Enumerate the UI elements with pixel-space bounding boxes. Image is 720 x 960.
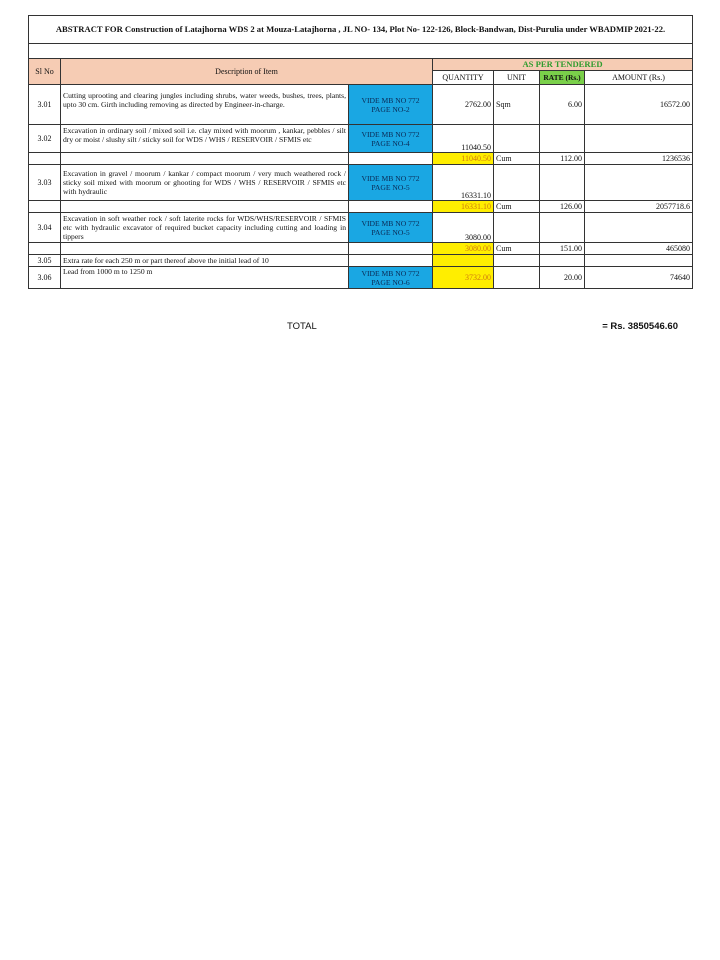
table-row [29,201,693,213]
description-cell-empty [61,153,349,165]
amount-cell: 16572.00 [585,85,693,125]
description-text: Excavation in gravel / moorum / kankar / compact moorum / very much weathered rock / sticky soil mixed with moorum or ghooting for WDS / WHS / RESERVOIR / SFMIS etc with hydraulic [63,168,346,196]
mb-reference-cell-empty [349,255,433,267]
rate-cell: 151.00 [540,243,585,255]
unit-cell: Cum [494,153,540,165]
description-cell [61,213,349,243]
amount-cell: 74640 [585,267,693,289]
table-row [29,165,693,201]
description-text: Excavation in ordinary soil / mixed soil i.e. clay mixed with moorum , kankar, pebbles / silt dry or moist / slushy silt / sticky soil for WDS / WHS / RESERVOIR / SFMIS etc [63,125,346,144]
table-row [29,267,693,289]
amount-cell-empty [585,125,693,153]
rate-cell: 126.00 [540,201,585,213]
page-title: ABSTRACT FOR Construction of Latajhorna WDS 2 at Mouza-Latajhorna , JL NO- 134, Plot No- 122-126, Block-Bandwan, Dist-Purulia under WBADMIP 2021-22. [29,16,693,44]
description-cell-empty [61,201,349,213]
quantity-cell: 3080.00 [433,213,494,243]
amount-cell-empty [585,255,693,267]
mb-reference-cell: VIDE MB NO 772 PAGE NO-4 [349,125,433,153]
unit-cell-empty [494,213,540,243]
header-rate: RATE (Rs.) [540,71,585,85]
sub-quantity-cell: 11040.50 [433,153,494,165]
mb-reference-cell-empty [349,243,433,255]
table-row [29,213,693,243]
sl-cell-empty [29,243,61,255]
sl-cell: 3.05 [29,255,61,267]
rate-cell-empty [540,125,585,153]
blank-row [29,44,693,59]
sl-cell: 3.02 [29,125,61,153]
mb-reference-cell: VIDE MB NO 772 PAGE NO-6 [349,267,433,289]
table-row [29,255,693,267]
sl-cell: 3.03 [29,165,61,201]
header-amount: AMOUNT (Rs.) [585,71,693,85]
rate-cell-empty [540,213,585,243]
description-cell [61,267,349,289]
amount-cell-empty [585,213,693,243]
quantity-cell-empty [433,255,494,267]
description-cell [61,255,349,267]
unit-cell-empty [494,255,540,267]
quantity-cell: 11040.50 [433,125,494,153]
mb-reference-cell: VIDE MB NO 772 PAGE NO-5 [349,165,433,201]
description-text: Lead from 1000 m to 1250 m [63,267,153,276]
unit-cell: Sqm [494,85,540,125]
description-text: Cutting uprooting and clearing jungles including shrubs, water weeds, bushes, trees, plants, upto 30 cm. Girth including removing as directed by Engineer-in-charge. [63,90,346,109]
unit-cell-empty [494,267,540,289]
quantity-cell: 3732.00 [433,267,494,289]
table-row [29,85,693,125]
mb-reference-cell-empty [349,153,433,165]
table-row [29,153,693,165]
amount-cell: 465080 [585,243,693,255]
unit-cell: Cum [494,243,540,255]
amount-cell: 2057718.6 [585,201,693,213]
amount-cell: 1236536 [585,153,693,165]
description-cell [61,85,349,125]
rate-cell-empty [540,165,585,201]
unit-cell-empty [494,165,540,201]
table-row [29,125,693,153]
sl-cell-empty [29,201,61,213]
total-row [28,321,692,335]
total-label: TOTAL [287,321,317,332]
unit-cell: Cum [494,201,540,213]
header-description: Description of Item [61,59,433,85]
sl-cell: 3.01 [29,85,61,125]
quantity-cell: 2762.00 [433,85,494,125]
header-unit: UNIT [494,71,540,85]
description-text: Excavation in soft weather rock / soft laterite rocks for WDS/WHS/RESERVOIR / SFMIS etc with hydraulic excavator of required bucket capacity including cutting and loading in tippers [63,214,346,241]
mb-reference-cell: VIDE MB NO 772 PAGE NO-2 [349,85,433,125]
rate-cell: 6.00 [540,85,585,125]
sub-quantity-cell: 16331.10 [433,201,494,213]
rate-cell: 20.00 [540,267,585,289]
amount-cell-empty [585,165,693,201]
abstract-sheet [28,15,692,332]
abstract-table [28,15,693,289]
unit-cell-empty [494,125,540,153]
rate-cell-empty [540,255,585,267]
mb-reference-cell-empty [349,201,433,213]
description-cell [61,125,349,153]
mb-reference-cell: VIDE MB NO 772 PAGE NO-5 [349,213,433,243]
sl-cell: 3.06 [29,267,61,289]
total-value: = Rs. 3850546.60 [602,321,678,332]
description-text: Extra rate for each 250 m or part thereof above the initial lead of 10 [63,256,269,265]
table-row [29,243,693,255]
header-quantity: QUANTITY [433,71,494,85]
description-cell [61,165,349,201]
sl-cell: 3.04 [29,213,61,243]
header-as-per-tendered: AS PER TENDERED [433,59,693,71]
rate-cell: 112.00 [540,153,585,165]
description-cell-empty [61,243,349,255]
header-sl-no: Sl No [29,59,61,85]
quantity-cell: 16331.10 [433,165,494,201]
sub-quantity-cell: 3080.00 [433,243,494,255]
sl-cell-empty [29,153,61,165]
